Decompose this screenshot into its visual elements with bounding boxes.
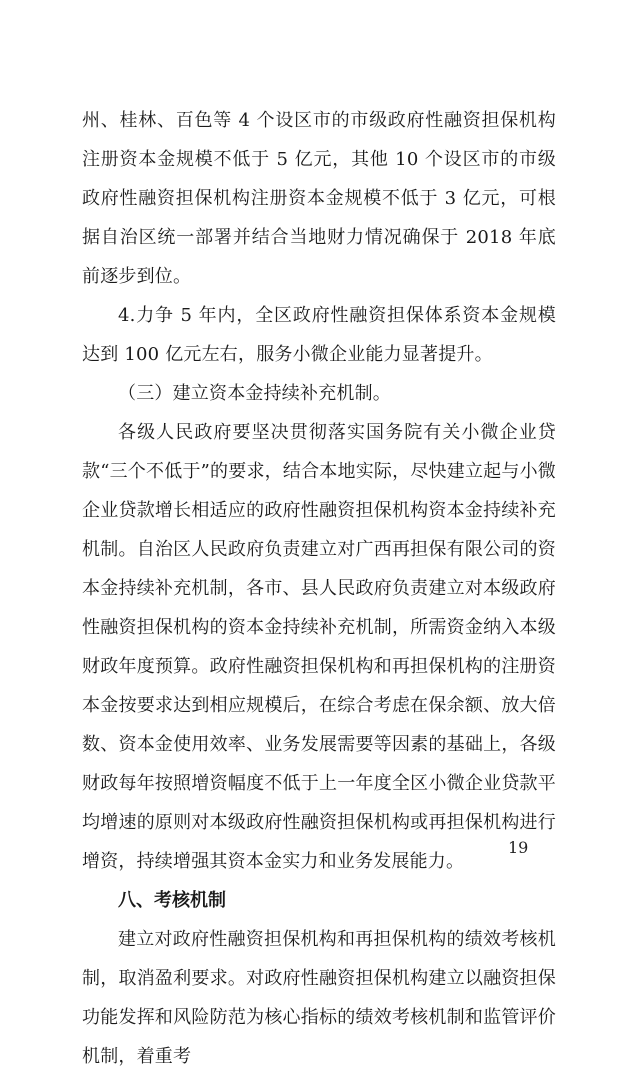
page-number: 19: [508, 838, 529, 857]
section-heading-assessment: 八、考核机制: [118, 890, 226, 911]
paragraph-capital-mechanism: 各级人民政府要坚决贯彻落实国务院有关小微企业贷款“三个不低于”的要求，结合本地实际，尽快建立起与小微企业贷款增长相适应的政府性融资担保机构资本金持续补充机制。自治区人民政府负责建立对广西再担保有限公司的资本金持续补充机制，各市、县人民政府负责建立对本级政府性融资担保机构的资本金持续补充机制，所需资金纳入本级财政年度预算。政府性融资担保机构和再担保机构的注册资本金按要求达到相应规模后，在综合考虑在保余额、放大倍数、资本金使用效率、业务发展需要等因素的基础上，各级财政每年按照增资幅度不低于上一年度全区小微企业贷款平均增速的原则对本级政府性融资担保机构或再担保机构进行增资，持续增强其资本金实力和业务发展能力。: [82, 422, 556, 872]
document-body: [82, 101, 556, 1076]
subheading-capital-mechanism: （三）建立资本金持续补充机制。: [118, 383, 391, 404]
paragraph-continuation: 州、桂林、百色等 4 个设区市的市级政府性融资担保机构注册资本金规模不低于 5 亿元，其他 10 个设区市的市级政府性融资担保机构注册资本金规模不低于 3 亿元，可根据自治区统一部署并结合当地财力情况确保于 2018 年底前逐步到位。: [82, 110, 556, 287]
paragraph-item-4: 4.力争 5 年内，全区政府性融资担保体系资本金规模达到 100 亿元左右，服务小微企业能力显著提升。: [82, 305, 556, 365]
paragraph-assessment: 建立对政府性融资担保机构和再担保机构的绩效考核机制，取消盈利要求。对政府性融资担保机构建立以融资担保功能发挥和风险防范为核心指标的绩效考核机制和监管评价机制，着重考: [82, 929, 556, 1067]
